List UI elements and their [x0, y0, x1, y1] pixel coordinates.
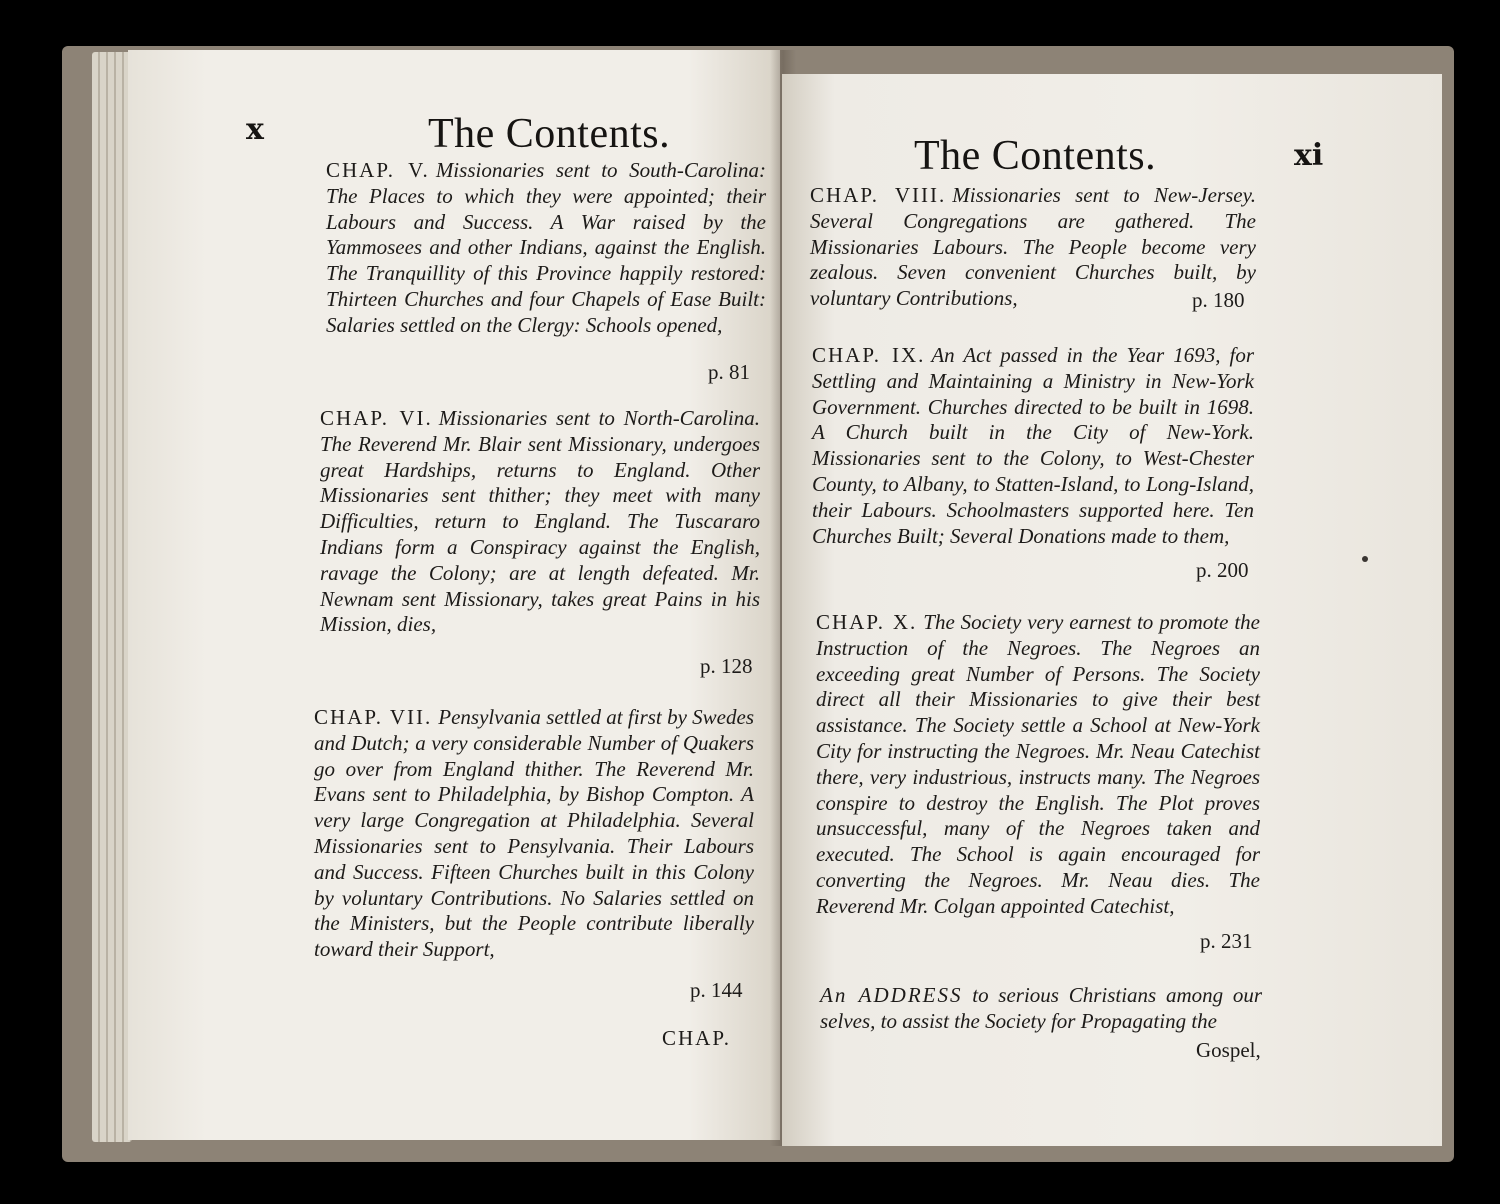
chapter-entry-x — [816, 610, 1260, 920]
chapter-entry-viii — [810, 183, 1256, 312]
right-running-title: The Contents. — [914, 133, 1157, 179]
chapter-number: CHAP. V. — [326, 158, 430, 182]
chapter-number: CHAP. IX. — [812, 343, 926, 367]
page-edges — [92, 52, 132, 1142]
address-text: to serious Christians among our selves, to assist the Society for Propagating the — [820, 983, 1263, 1033]
chapter-number: CHAP. X. — [816, 610, 918, 634]
left-running-title: The Contents. — [428, 111, 671, 157]
address-lead: An ADDRESS — [820, 983, 963, 1007]
chapter-number: CHAP. VI. — [320, 406, 433, 430]
chapter-entry-v — [326, 158, 766, 339]
chapter-summary: Pensylvania settled at first by Swedes and Dutch; a very considerable Number of Quakers go over from England thither. The Reverend Mr. Evans sent to Philadelphia, by Bishop Compton. A very large Congregation at Philadelphia. Several Missionaries sent to Pensylvania. Their Labours and Success. Fifteen Churches built in this Colony by voluntary Contributions. No Salaries settled on the Ministers, but the People contribute liberally toward their Support, — [314, 705, 754, 962]
ink-speck — [1362, 556, 1368, 562]
chapter-summary: Missionaries sent to North-Carolina. The Reverend Mr. Blair sent Missionary, undergoes great Hardships, returns to England. Other Missionaries sent thither; they meet with many Difficulties, return to England. The Tuscararo Indians form a Conspiracy against the English, ravage the Colony; are at length defeated. Mr. Newnam sent Missionary, takes great Pains in his Mission, dies, — [320, 406, 761, 637]
chapter-summary: Missionaries sent to New-Jersey. Several Congregations are gathered. The Missionaries Labours. The People become very zealous. Seven convenient Churches built, by voluntary Contributions, — [810, 183, 1256, 311]
chapter-entry-vii — [314, 705, 754, 963]
chapter-summary: Missionaries sent to South-Carolina: The Places to which they were appointed; their Labours and Success. A War raised by the Yammosees and other Indians, against the English. The Tranquillity of this Province happily restored: Thirteen Churches and four Chapels of Ease Built: Salaries settled on the Clergy: Schools opened, — [326, 158, 766, 337]
chapter-page-ref: p. 81 — [708, 360, 750, 384]
chapter-entry-vi — [320, 406, 760, 638]
chapter-summary: An Act passed in the Year 1693, for Settling and Maintaining a Ministry in New-York Government. Churches directed to be built in 1698. A Church built in the City of New-York. Missionaries sent to the Colony, to West-Chester County, to Albany, to Statten-Island, to Long-Island, their Labours. Schoolmasters supported here. Ten Churches Built; Several Donations made to them, — [812, 343, 1254, 548]
chapter-page-ref: p. 200 — [1196, 558, 1249, 582]
chapter-number: CHAP. VII. — [314, 705, 433, 729]
chapter-page-ref: p. 180 — [1192, 288, 1245, 312]
left-folio: x — [246, 112, 264, 147]
chapter-summary: The Society very earnest to promote the Instruction of the Negroes. The Negroes an exceeding great Number of Persons. The Society direct all their Missionaries to give their best assistance. The Society settle a School at New-York City for instructing the Negroes. Mr. Neau Catechist there, very industrious, instructs many. The Negroes conspire to destroy the English. The Plot proves unsuccessful, many of the Negroes taken and executed. The School is again encouraged for converting the Negroes. Mr. Neau dies. The Reverend Mr. Colgan appointed Catechist, — [816, 610, 1260, 918]
chapter-page-ref: p. 144 — [690, 978, 743, 1002]
address-entry — [820, 982, 1262, 1034]
right-folio: xi — [1294, 138, 1324, 173]
chapter-page-ref: p. 128 — [700, 654, 753, 678]
left-catchword: CHAP. — [662, 1026, 731, 1050]
chapter-number: CHAP. VIII. — [810, 183, 947, 207]
right-catchword: Gospel, — [1196, 1038, 1261, 1062]
chapter-entry-ix — [812, 343, 1254, 549]
chapter-page-ref: p. 231 — [1200, 929, 1253, 953]
